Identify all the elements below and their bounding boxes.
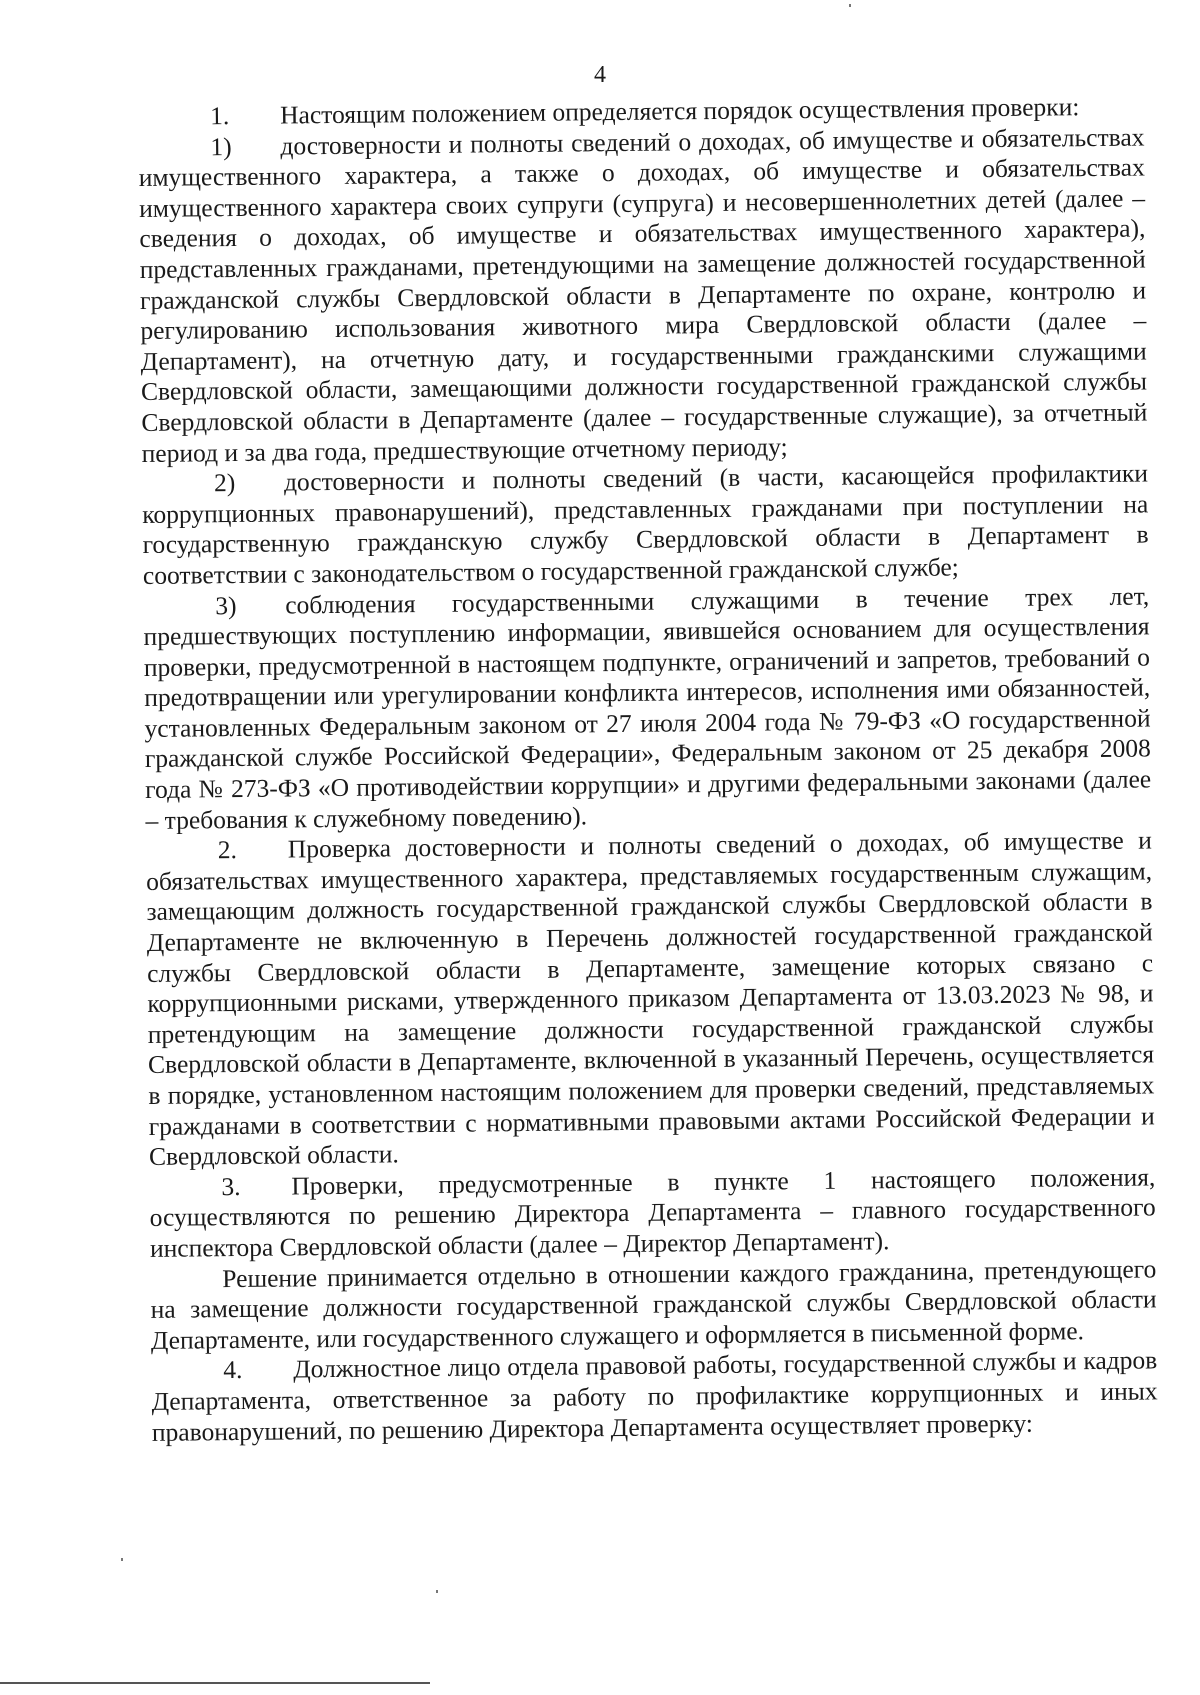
- paragraph-3: [149, 1162, 1156, 1264]
- paragraph-text: Проверка достоверности и полноты сведений о доходах, об имуществе и обязательствах имущественного характера, представляемых государственным служащим, замещающим должность государственной гражданской службы Свердловской области в Департаменте не включенную в Перечень должностей государственной гражданской службы Свердловской области в Департаменте, замещение которых связано с коррупционными рисками, утвержденного приказом Департамента от 13.03.2023 № 98, и претендующим на замещение должности государственной гражданской службы Свердловской области в Департаменте, включенной в указанный Перечень, осуществляется в порядке, установленном настоящим положением для проверки сведений, представляемых гражданами в соответствии с нормативными правовыми актами Российской Федерации и Свердловской области.: [146, 825, 1155, 1172]
- paragraph-text: Проверки, предусмотренные в пункте 1 настоящего положения, осуществляются по решению Директора Департамента – главного государственного инспектора Свердловской области (далее – Директор Департамент).: [149, 1162, 1156, 1263]
- paragraph-number: 4.: [223, 1355, 243, 1385]
- paragraph-1-1: [138, 122, 1147, 469]
- paragraph-number: 3.: [221, 1171, 241, 1201]
- scan-speck: [849, 4, 851, 7]
- paragraph-3-decision: [150, 1254, 1157, 1356]
- page-number: 4: [594, 62, 606, 88]
- scan-speck: [436, 1590, 438, 1593]
- paragraph-1-3: [143, 581, 1152, 836]
- paragraph-number: 3): [215, 590, 237, 620]
- paragraph-text: Настоящим положением определяется порядок осуществления проверки:: [279, 92, 1080, 130]
- paragraph-4: [151, 1346, 1158, 1448]
- scan-speck: [121, 1558, 123, 1561]
- paragraph-text: Должностное лицо отдела правовой работы, государственной службы и кадров Департамента, ответственное за работу по профилактике коррупционных и иных правонарушений, по решению Директора Департамента осуществляет проверку:: [151, 1345, 1158, 1447]
- paragraph-number: 2.: [217, 835, 238, 865]
- paragraph-2: [146, 826, 1155, 1173]
- paragraph-number: 1.: [209, 101, 230, 131]
- paragraph-text: Решение принимается отдельно в отношении каждого гражданина, претендующего на замещение должности государственной гражданской службы Свердловской области Департаменте, или государственного служащего и оформляется в письменной форме.: [150, 1253, 1157, 1355]
- paragraph-text: достоверности и полноты сведений (в части, касающейся профилактики коррупционных правонарушений), представленных гражданами при поступлении на государственную гражданскую службу Свердловской области в Департамент в соответствии с законодательством о государственной гражданской службе;: [142, 458, 1149, 590]
- paragraph-number: 1): [210, 131, 232, 161]
- paragraph-number: 2): [213, 468, 236, 498]
- paragraph-text: соблюдения государственными служащими в течение трех лет, предшествующих поступлению информации, явившейся основанием для осуществления проверки, предусмотренной в настоящем подпункте, ограничений и запретов, требований о предотвращении или урегулировании конфликта интересов, исполнения ими обязанностей, установленных Федеральным законом от 27 июля 2004 года № 79-ФЗ «О государственной гражданской службе Российской Федерации», Федеральным законом от 25 декабря 2008 года № 273-ФЗ «О противодействии коррупции» и другими федеральными законами (далее – требования к служебному поведению).: [143, 580, 1152, 835]
- footer-rule: [0, 1682, 430, 1684]
- document-body: [138, 91, 1158, 1448]
- paragraph-1-2: [142, 459, 1149, 592]
- paragraph-text: достоверности и полноты сведений о доходах, об имуществе и обязательствах имущественного характера, а также о доходах, об имуществе и обязательствах имущественного характера своих супруги (супруга) и несовершеннолетних детей (далее – сведения о доходах, об имуществе и обязательствах имущественного характера), представленных гражданами, претендующими на замещение должностей государственной гражданской службы Свердловской области в Департаменте по охране, контролю и регулированию использования животного мира Свердловской области (далее – Департамент), на отчетную дату, и государственными гражданскими служащими Свердловской области, замещающими должности государственной гражданской службы Свердловской области в Департаменте (далее – государственные служащие), за отчетный период и за два года, предшествующие отчетному периоду;: [138, 122, 1148, 468]
